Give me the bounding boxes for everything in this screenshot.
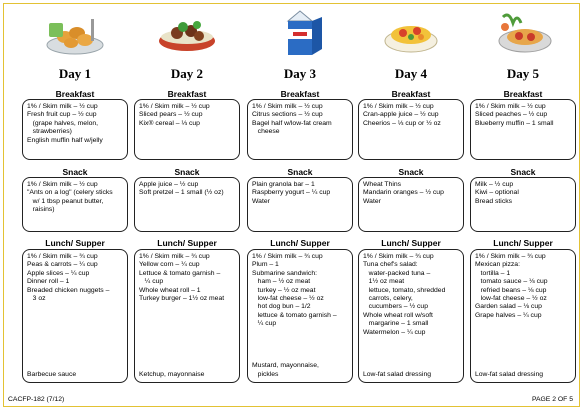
menu-item: tomato sauce – ⅛ cup [475, 278, 548, 286]
snack-heading: Snack [398, 167, 424, 177]
menu-item: 1% / Skim milk – ½ cup [252, 103, 323, 110]
condiment-line: Low-fat salad dressing [475, 370, 544, 378]
condiments [252, 362, 348, 379]
menu-item: w/ 1 tbsp peanut butter, [27, 197, 104, 205]
form-id: CACFP-182 (7/12) [8, 396, 65, 403]
menu-item: Tuna chef's salad: [363, 261, 418, 269]
menu-item: lettuce, tomato, shredded [363, 286, 446, 294]
breakfast-menu-box [22, 99, 128, 160]
menu-item: Milk – ½ cup [475, 181, 514, 188]
menu-item: Peas & carrots – ¼ cup [27, 261, 98, 269]
menu-item: Blueberry muffin – 1 small [475, 119, 554, 127]
condiments [139, 371, 235, 379]
menu-item: ¼ cup [252, 320, 277, 328]
menu-item: Lettuce & tomato garnish – [139, 269, 221, 277]
menu-item: cheese [252, 128, 280, 136]
snack-menu-box [358, 177, 464, 232]
menu-item: 1% / Skim milk – ¾ cup [363, 253, 434, 260]
breakfast-menu-box [247, 99, 353, 160]
menu-item: 1% / Skim milk – ½ cup [27, 181, 98, 188]
pizza-plate-icon [489, 7, 557, 57]
menu-item: Grape halves – ¼ cup [475, 311, 542, 319]
page-number: PAGE 2 OF 5 [531, 396, 573, 403]
lunch-menu-box [22, 249, 128, 383]
menu-item: English muffin half w/jelly [27, 136, 103, 144]
lunch-heading: Lunch/ Supper [270, 238, 330, 248]
menu-item: hot dog bun – 1/2 [252, 303, 311, 311]
breakfast-menu-box [134, 99, 240, 160]
menu-item: Garden salad – ⅛ cup [475, 303, 542, 311]
meatball-bowl-icon [153, 7, 221, 57]
menu-item: Apple slices – ¼ cup [27, 269, 90, 277]
menu-item: Citrus sections – ½ cup [252, 111, 323, 119]
lunch-heading: Lunch/ Supper [157, 238, 217, 248]
menu-item: Kiwi – optional [475, 189, 519, 197]
day-title: Day 3 [283, 66, 317, 81]
menu-item: 1% / Skim milk – ¾ cup [139, 253, 210, 260]
condiment-line: Low-fat salad dressing [363, 370, 432, 378]
menu-item: 1% / Skim milk – ½ cup [475, 103, 546, 110]
menu-item: Whole wheat roll – 1 [139, 286, 201, 294]
menu-item: 1% / Skim milk – ½ cup [363, 103, 434, 110]
snack-heading: Snack [510, 167, 536, 177]
lunch-heading: Lunch/ Supper [45, 238, 105, 248]
condiment-line: Ketchup, mayonnaise [139, 370, 205, 378]
menu-item: Watermelon – ¼ cup [363, 328, 426, 336]
menu-item: Apple juice – ½ cup [139, 181, 199, 188]
menu-item: Yellow corn – ¼ cup [139, 261, 200, 269]
menu-item: Kix® cereal – ⅓ cup [139, 119, 200, 127]
snack-menu-box [470, 177, 576, 232]
menu-item: Wheat Thins [363, 181, 402, 188]
lunch-menu-box [470, 249, 576, 383]
menu-item: low-fat cheese – ½ oz [252, 295, 324, 303]
lunch-heading: Lunch/ Supper [381, 238, 441, 248]
snack-menu-box [134, 177, 240, 232]
menu-item: (grape halves, melon, [27, 119, 99, 127]
menu-item: 1% / Skim milk – ¾ cup [27, 253, 98, 260]
menu-item: strawberries) [27, 128, 72, 136]
snack-heading: Snack [62, 167, 88, 177]
condiment-line: pickles [252, 370, 279, 378]
snack-heading: Snack [287, 167, 313, 177]
breakfast-heading: Breakfast [167, 89, 207, 99]
lunch-heading: Lunch/ Supper [493, 238, 553, 248]
menu-item: 3 oz [27, 295, 46, 303]
menu-item: Raspberry yogurt – ¼ cup [252, 189, 331, 197]
menu-item: refried beans – ⅛ cup [475, 286, 547, 294]
menu-item: Cheerios – ⅓ cup or ½ oz [363, 119, 441, 127]
pasta-bowl-icon [377, 7, 445, 57]
menu-item: Mandarin oranges – ½ cup [363, 189, 444, 197]
menu-item: carrots, celery, [363, 295, 413, 303]
day-column-2 [134, 0, 240, 394]
menu-item: cucumbers – ½ cup [363, 303, 428, 311]
lunch-menu-box [358, 249, 464, 383]
snack-menu-box [22, 177, 128, 232]
menu-item: Plum – 1 [252, 261, 279, 269]
menu-item: Bagel half w/low-fat cream [252, 119, 332, 127]
breakfast-heading: Breakfast [503, 89, 543, 99]
condiments [475, 371, 571, 379]
menu-item: ¼ cup [139, 278, 164, 286]
menu-item: Turkey burger – 1½ oz meat [139, 295, 225, 303]
milk-carton-icon [266, 7, 334, 57]
day-column-5 [470, 0, 576, 394]
menu-item: Breaded chicken nuggets – [27, 286, 110, 294]
day-title: Day 4 [394, 66, 428, 81]
menu-item: Water [252, 197, 270, 205]
menu-item: ham – ½ oz meat [252, 278, 311, 286]
condiments [363, 371, 459, 379]
day-title: Day 5 [506, 66, 540, 81]
menu-item: Fresh fruit cup – ½ cup [27, 111, 97, 119]
lunch-menu-box [134, 249, 240, 383]
menu-item: Bread sticks [475, 197, 513, 205]
menu-item: 1½ oz meat [363, 278, 405, 286]
menu-item: 1% / Skim milk – ¾ cup [475, 253, 546, 260]
condiment-line: Barbecue sauce [27, 370, 77, 378]
day-column-3 [247, 0, 353, 394]
menu-item: 1% / Skim milk – ½ cup [27, 103, 98, 110]
menu-item: tortilla – 1 [475, 269, 511, 277]
menu-item: Cran-apple juice – ½ cup [363, 111, 439, 119]
breakfast-heading: Breakfast [55, 89, 95, 99]
snack-menu-box [247, 177, 353, 232]
menu-item: Sliced pears – ½ cup [139, 111, 203, 119]
day-column-4 [358, 0, 464, 394]
breakfast-menu-box [358, 99, 464, 160]
menu-item: lettuce & tomato garnish – [252, 311, 337, 319]
menu-item: "Ants on a log" (celery sticks [27, 189, 113, 197]
menu-item: Mexican pizza: [475, 261, 520, 269]
day-title: Day 2 [170, 66, 204, 81]
menu-item: Plain granola bar – 1 [252, 181, 315, 188]
chicken-nuggets-icon [41, 7, 109, 57]
breakfast-menu-box [470, 99, 576, 160]
condiment-line: Mustard, mayonnaise, [252, 362, 319, 370]
breakfast-heading: Breakfast [391, 89, 431, 99]
day-column-1 [22, 0, 128, 394]
menu-item: Dinner roll – 1 [27, 278, 70, 286]
menu-item: turkey – ½ oz meat [252, 286, 316, 294]
breakfast-heading: Breakfast [280, 89, 320, 99]
menu-item: low-fat cheese – ½ oz [475, 295, 547, 303]
menu-item: Soft pretzel – 1 small (½ oz) [139, 189, 224, 197]
menu-item: Whole wheat roll w/soft [363, 311, 433, 319]
menu-item: water-packed tuna – [363, 269, 431, 277]
menu-item: Sliced peaches – ½ cup [475, 111, 548, 119]
menu-item: margarine – 1 small [363, 320, 429, 328]
menu-item: 1% / Skim milk – ¾ cup [252, 253, 323, 260]
menu-item: Submarine sandwich: [252, 269, 317, 277]
lunch-menu-box [247, 249, 353, 383]
snack-heading: Snack [174, 167, 200, 177]
menu-item: raisins) [27, 206, 55, 214]
condiments [27, 371, 123, 379]
menu-item: 1% / Skim milk – ½ cup [139, 103, 210, 110]
menu-item: Water [363, 197, 381, 205]
day-title: Day 1 [58, 66, 92, 81]
